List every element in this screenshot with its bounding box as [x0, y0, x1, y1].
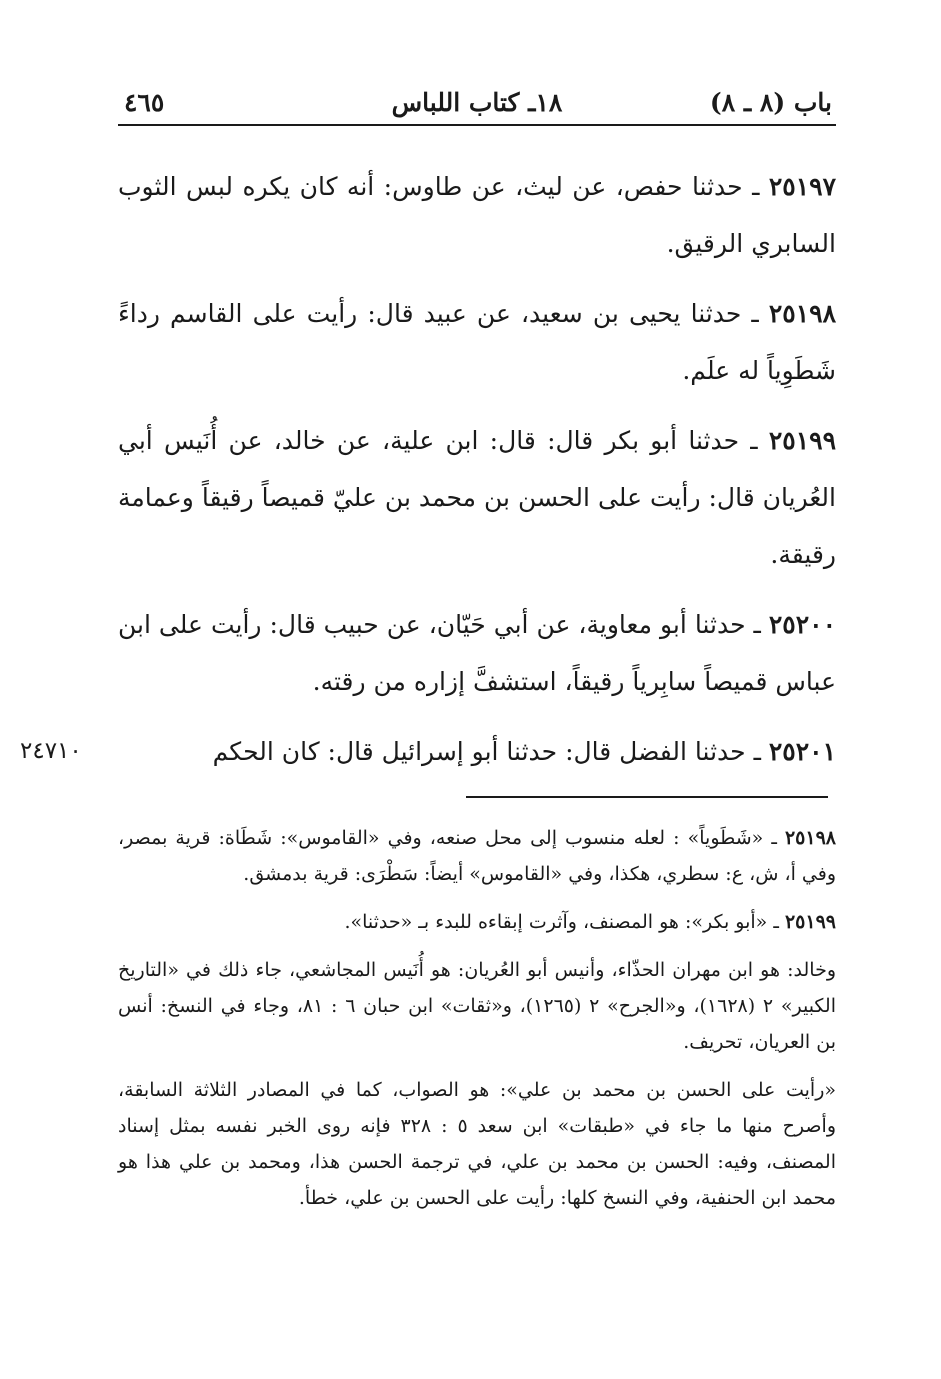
book-title: ١٨ـ كتاب اللباس: [391, 88, 563, 117]
hadith-entry: [118, 596, 836, 710]
hadith-number: ٢٥١٩٩: [768, 426, 836, 455]
hadith-number: ٢٥١٩٧: [768, 172, 836, 201]
hadith-number: ٢٥١٩٨: [768, 299, 836, 328]
main-text: [20, 158, 836, 793]
footnote-text: ـ «شَطَوياً» : لعله منسوب إلى محل صنعه، وفي «القاموس»: شَطَاة: قرية بمصر، وفي أ، ش، ع: سطري، هكذا، وفي «القاموس» أيضاً: سَطْرَى: قرية بدمشق.: [118, 827, 836, 885]
hadith-text: ـ حدثنا يحيى بن سعيد، عن عبيد قال: رأيت على القاسم رداءً شَطَوِياً له علَم.: [118, 299, 836, 385]
footnote-number: ٢٥١٩٨: [784, 827, 836, 849]
footnote-divider: [466, 796, 828, 798]
running-header: [118, 84, 836, 126]
footnote-text: «رأيت على الحسن بن محمد بن علي»: هو الصواب، كما في المصادر الثلاثة السابقة، وأصرح منها ما جاء في «طبقات» ابن سعد ٥ : ٣٢٨ فإنه روى الخبر نفسه بمثل إسناد المصنف، وفيه: الحسن بن محمد بن علي، في ترجمة الحسن هذا، ومحمد بن علي هذا هو محمد ابن الحنفية، وفي النسخ كلها: رأيت على الحسن بن علي، خطأ.: [118, 1079, 836, 1209]
footnote: [118, 952, 836, 1060]
chapter-heading: باب (٨ ـ ٨): [709, 88, 832, 117]
margin-reference-number: ٢٤٧١٠: [20, 738, 82, 764]
hadith-text: ـ حدثنا حفص، عن ليث، عن طاوس: أنه كان يكره لبس الثوب السابري الرقيق.: [118, 172, 836, 258]
footnote-text: ـ «أبو بكر»: هو المصنف، وآثرت إبقاءه للبدء بـ «حدثنا».: [344, 911, 785, 933]
footnote: [118, 820, 836, 892]
hadith-number: ٢٥٢٠١: [768, 737, 836, 766]
hadith-entry: [118, 412, 836, 583]
hadith-text: ـ حدثنا أبو بكر قال: قال: ابن علية، عن خالد، عن أُنَيس أبي العُريان قال: رأيت على الحسن بن محمد بن عليّ قميصاً رقيقاً وعمامة رقيقة.: [118, 426, 836, 569]
hadith-text: ـ حدثنا الفضل قال: حدثنا أبو إسرائيل قال: كان الحكم: [212, 737, 769, 766]
page-number: ٤٦٥: [124, 88, 165, 117]
hadith-entry: [118, 285, 836, 399]
footnote: [118, 904, 836, 940]
hadith-text: ـ حدثنا أبو معاوية، عن أبي حَيّان، عن حبيب قال: رأيت على ابن عباس قميصاً سابِرياً رقيقاً، استشفَّ إزاره من رقته.: [118, 610, 836, 696]
footnote-number: ٢٥١٩٩: [784, 911, 836, 933]
hadith-entry: [118, 158, 836, 272]
footnote: [118, 1072, 836, 1216]
footnotes: [118, 820, 836, 1228]
hadith-number: ٢٥٢٠٠: [768, 610, 836, 639]
footnote-text: وخالد: هو ابن مهران الحذّاء، وأنيس أبو العُريان: هو أُنَيس المجاشعي، جاء ذلك في «التاريخ الكبير» ٢ (١٦٢٨)، و«الجرح» ٢ (١٢٦٥)، و«ثقات» ابن حبان ٦ : ٨١، وجاء في النسخ: أنس بن العريان، تحريف.: [118, 959, 836, 1053]
hadith-entry: [20, 723, 836, 780]
